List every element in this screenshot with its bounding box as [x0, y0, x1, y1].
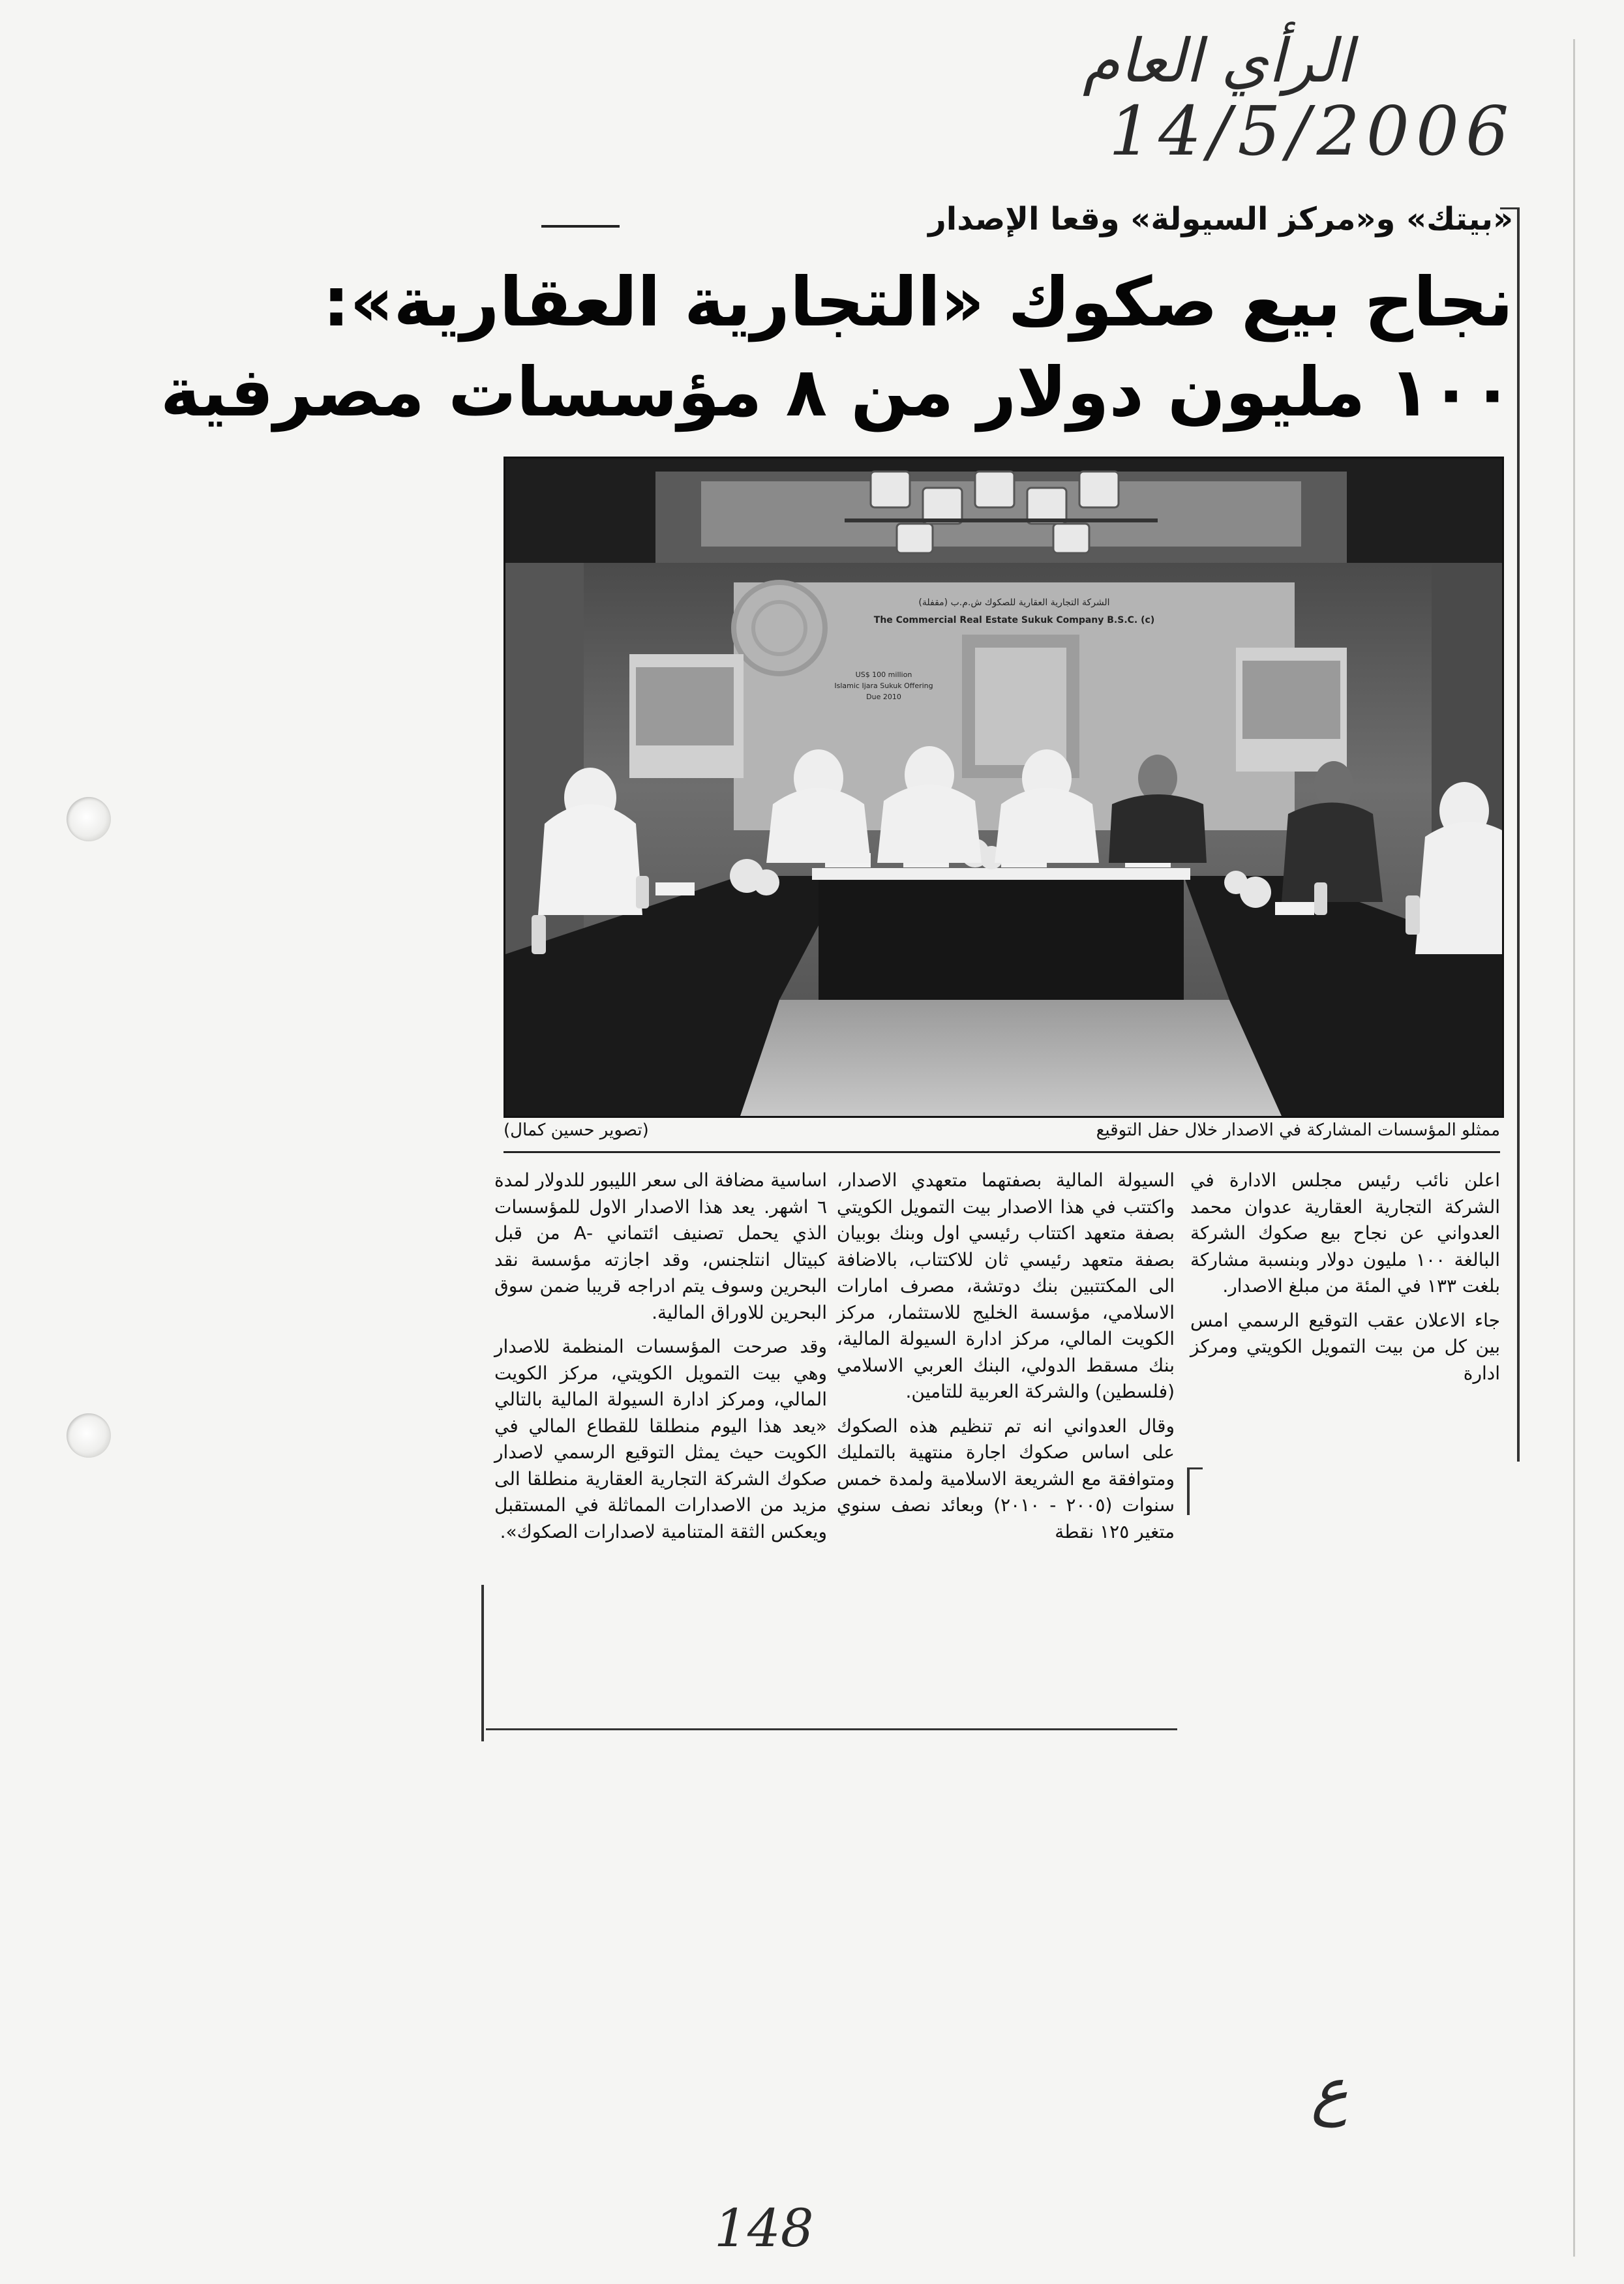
paragraph: وقال العدواني انه تم تنظيم هذه الصكوك على اساس صكوك اجارة منتهية بالتمليك ومتوافقة مع الشريعة الاسلامية ولمدة خمس سنوات (٢٠٠٥ - ٢٠١٠) وبعائد نصف سنوي متغير ١٢٥ نقطة	[837, 1415, 1175, 1542]
handwritten-source: الرأي العام	[1083, 26, 1353, 96]
article-column-1	[1190, 1167, 1500, 1394]
headline-line-2: ١٠٠ مليون دولار من ٨ مؤسسات مصرفية	[160, 352, 1513, 432]
paragraph: جاء الاعلان عقب التوقيع الرسمي امس بين كل من بيت التمويل الكويتي ومركز ادارة	[1190, 1309, 1500, 1384]
clip-bottom-rule	[486, 1728, 1177, 1730]
photo-caption-row	[504, 1120, 1500, 1147]
paragraph: اعلن نائب رئيس مجلس الادارة في الشركة التجارية العقارية عدوان محمد العدواني عن نجاح بيع صكوك الشركة البالغة ١٠٠ مليون دولار وبنسبة مشاركة بلغت ١٣٣ في المئة من مبلغ الاصدار.	[1190, 1169, 1500, 1297]
backdrop-line-3: Due 2010	[866, 693, 901, 701]
punch-hole-bottom	[67, 1413, 111, 1458]
article-column-2	[837, 1167, 1175, 1553]
page-edge-line	[1573, 39, 1575, 2257]
paragraph: اساسية مضافة الى سعر الليبور للدولار لمدة ٦ اشهر. يعد هذا الاصدار الاول للمؤسسات الذي يحمل تصنيف ائتماني -A من قبل كبيتال انتلجنس، وقد اجازته مؤسسة نقد البحرين وسوف يتم ادراجه قريبا ضمن سوق البحرين للاوراق المالية.	[494, 1169, 827, 1323]
photo-credit: (تصوير حسين كمال)	[504, 1120, 649, 1140]
backdrop-title-ar: الشركة التجارية العقارية للصكوك ش.م.ب (مقفلة)	[918, 597, 1110, 608]
kicker-dash	[541, 225, 620, 228]
paragraph: وقد صرحت المؤسسات المنظمة للاصدار وهي بيت التمويل الكويتي، مركز الكويت المالي، ومركز ادارة السيولة المالية بالتالي «يعد هذا اليوم منطلقا للقطاع المالي في الكويت حيث يمثل التوقيع الرسمي لاصدار صكوك الشركة التجارية العقارية منطلقا الى مزيد من الاصدارات المماثلة في المستقبل ويعكس الثقة المتنامية لاصدارات الصكوك».	[494, 1336, 827, 1542]
article-photo	[504, 457, 1504, 1118]
caption-rule	[504, 1151, 1500, 1153]
punch-hole-top	[67, 797, 111, 841]
clip-bracket-left	[481, 1585, 496, 1741]
photo-caption: ممثلو المؤسسات المشاركة في الاصدار خلال حفل التوقيع	[1096, 1120, 1500, 1140]
backdrop-line-2: Islamic Ijara Sukuk Offering	[834, 682, 933, 690]
article-column-3	[494, 1167, 827, 1553]
article-kicker: «بيتك» و«مركز السيولة» وقعا الإصدار	[928, 201, 1513, 237]
headline-line-1: نجاح بيع صكوك «التجارية العقارية»:	[322, 262, 1513, 342]
backdrop-line-1: US$ 100 million	[855, 670, 912, 679]
backdrop-title-en: The Commercial Real Estate Sukuk Company B.S.C. (c)	[873, 615, 1155, 625]
handwritten-corner-mark: ع	[1311, 2054, 1349, 2127]
handwritten-date: 14/5/2006	[1109, 91, 1516, 171]
handwritten-page-number: 148	[714, 2198, 814, 2259]
clip-bracket-middle	[1187, 1467, 1203, 1515]
paragraph: السيولة المالية بصفتهما متعهدي الاصدار، واكتتب في هذا الاصدار بيت التمويل الكويتي بصفة متعهد اكتتاب رئيسي اول وبنك بوبيان بصفة متعهد رئيسي ثان للاكتتاب، بالاضافة الى المكتتبين بنك دوتشة، مصرف امارات الاسلامي، مؤسسة الخليج للاستثمار، مركز الكويت المالي، مركز ادارة السيولة المالية، بنك مسقط الدولي، البنك العربي الاسلامي (فلسطين) والشركة العربية للتامين.	[837, 1169, 1175, 1402]
